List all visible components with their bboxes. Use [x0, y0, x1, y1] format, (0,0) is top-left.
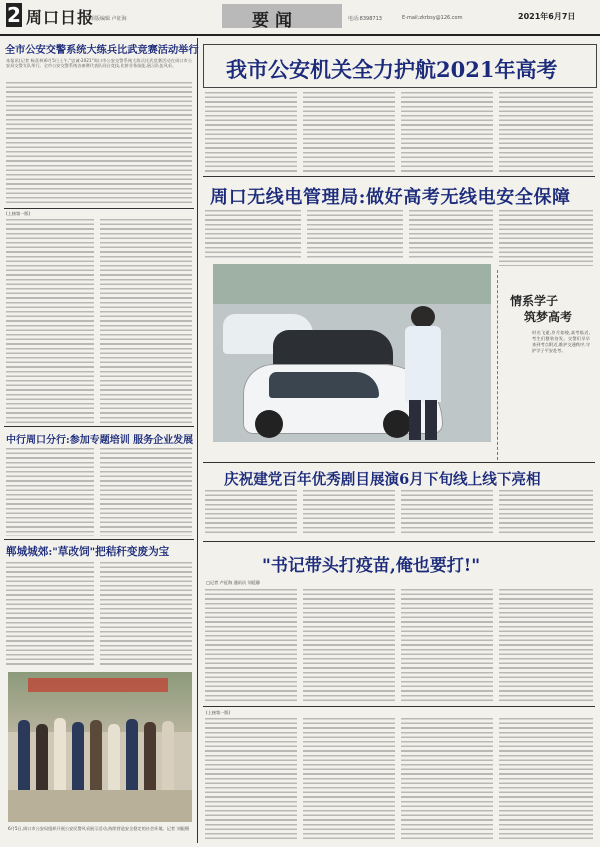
bottom-col4 [499, 718, 593, 842]
header-bar [0, 0, 600, 36]
headline-traffic-police: 全市公安交警系统大练兵比武竞赛活动举行 [5, 44, 199, 56]
continued-label-bottom: (上接第一版) [206, 710, 231, 715]
gaokao-police-col1 [205, 92, 297, 172]
radio-article-col1 [205, 210, 301, 260]
sidebar-body: 时光飞逝,岁月如梭,高考临近,考生们整装待发。交警们早早来到考点附近,维护交通秩序,守护学子平安赴考。 [532, 330, 590, 353]
masthead: 周口日报 [26, 8, 95, 27]
phone-info: 电话:8398713 [348, 16, 382, 22]
email-info: E-mail:zkrbsy@126.com [402, 15, 463, 21]
article-traffic-police-lead: 本报讯(记者 杨喜林)6月5日上午,"忠诚·2021"周口市公安交警系统大练兵比武竞赛活动在周口市公安局交警支队举行。全市公安交警系统各参赛代表队同台竞技,比拼业务技能,展示队伍风采。 [6, 58, 192, 69]
radio-article-col2 [307, 210, 403, 260]
gaokao-police-col3 [401, 92, 493, 172]
headline-bank-training: 中行周口分行:参加专题培训 服务企业发展 [6, 435, 194, 446]
section-title: 要闻 [252, 11, 298, 31]
vaccination-col3 [401, 589, 493, 701]
exam-traffic-photo [213, 264, 491, 442]
headline-vaccination: "书记带头打疫苗,俺也要打!" [262, 556, 481, 576]
gaokao-police-col2 [303, 92, 395, 172]
headline-gaokao-police: 我市公安机关全力护航2021年高考 [226, 57, 558, 82]
continued-article-col1 [6, 219, 94, 423]
radio-article-col3 [409, 210, 493, 260]
centenary-col1 [205, 490, 297, 536]
mast-info: 组版编辑 卢征海 [90, 16, 127, 22]
sidebar-title-line2: 筑梦高考 [524, 310, 573, 324]
bottom-col3 [401, 718, 493, 842]
bottom-col1 [205, 718, 297, 842]
vaccination-col2 [303, 589, 395, 701]
article-straw-col2 [100, 562, 192, 668]
sidebar-title-line1: 情系学子 [510, 294, 559, 308]
article-traffic-police-body [6, 82, 192, 206]
centenary-col4 [499, 490, 593, 536]
article-bank-col2 [100, 448, 192, 536]
vaccination-col1 [205, 589, 297, 701]
headline-radio-security: 周口无线电管理局:做好高考无线电安全保障 [210, 187, 571, 208]
group-photo-caption: 6月5日,周口市公安局组织开展公安民警风采展示活动,持续营造安全稳定的社会环境。记者 刘振摄 [8, 826, 190, 831]
page-number-badge: 2 [7, 3, 21, 27]
centenary-col3 [401, 490, 493, 536]
centenary-col2 [303, 490, 395, 536]
headline-centenary-drama: 庆祝建党百年优秀剧目展演6月下旬线上线下亮相 [224, 471, 541, 488]
bottom-col2 [303, 718, 395, 842]
continued-article-col2 [100, 219, 192, 423]
article-bank-col1 [6, 448, 94, 536]
continued-label-left: (上接第一版) [6, 211, 31, 216]
issue-date: 2021年6月7日 [518, 12, 576, 21]
gaokao-police-col4 [499, 92, 593, 172]
radio-article-col4 [499, 210, 593, 266]
vaccination-byline: □记者 卢征海 通讯员 刘延静 [206, 580, 261, 585]
headline-straw-feed: 郸城城郊:"草改饲"把秸秆变废为宝 [6, 546, 170, 558]
vaccination-col4 [499, 589, 593, 701]
article-straw-col1 [6, 562, 94, 668]
group-photo [8, 672, 192, 822]
